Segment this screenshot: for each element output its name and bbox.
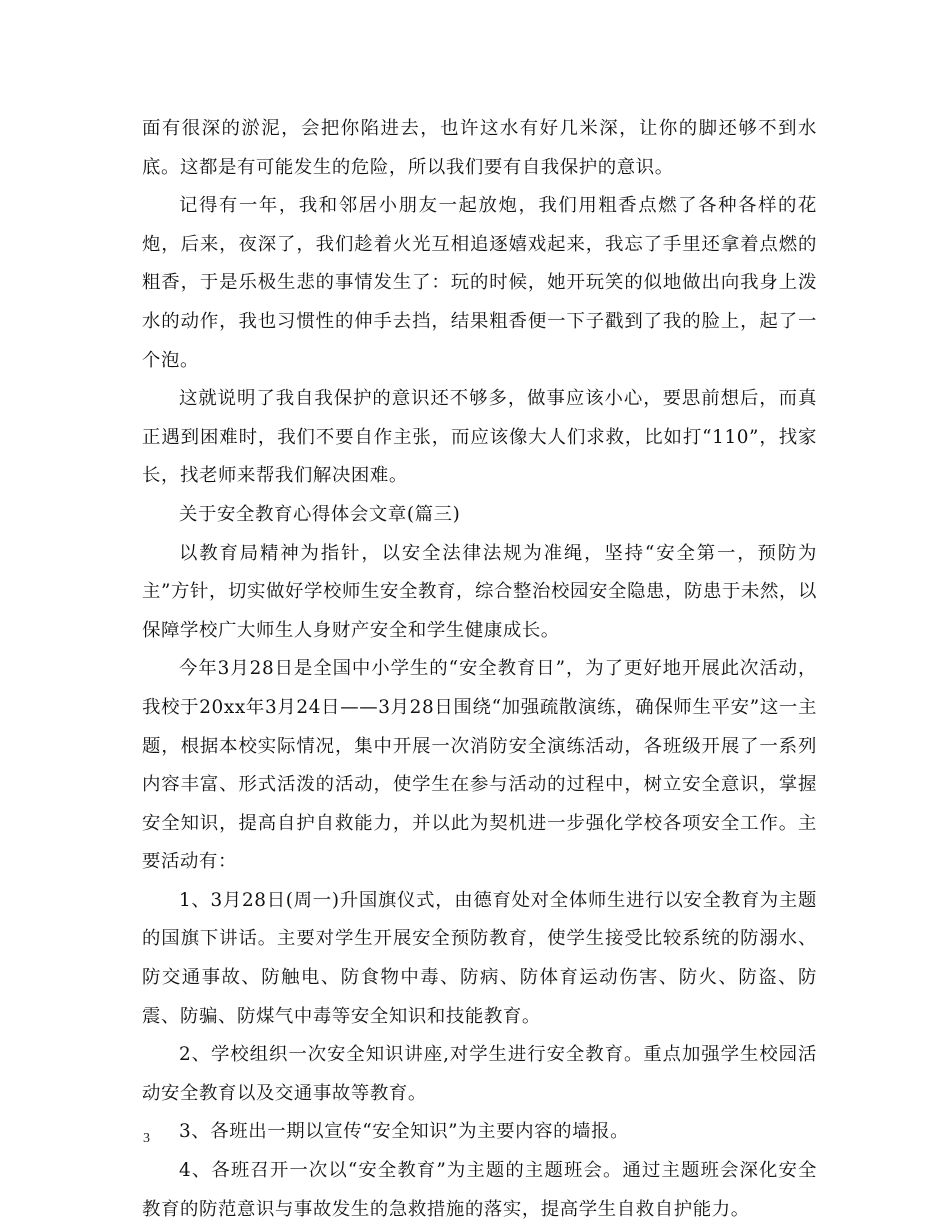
list-item-activity-4: 4、各班召开一次以“安全教育”为主题的主题班会。通过主题班会深化安全教育的防范意识与事故发生的急救措施的落实，提高学生自救自护能力。: [142, 1160, 817, 1220]
list-item-activity-1: 1、3月28日(周一)升国旗仪式，由德育处对全体师生进行以安全教育为主题的国旗下讲话。主要对学生开展安全预防教育，使学生接受比较系统的防溺水、防交通事故、防触电、防食物中毒、防病、防体育运动伤害、防火、防盗、防震、防骗、防煤气中毒等安全知识和技能教育。: [142, 889, 817, 1027]
paragraph-guiding-principle: 以教育局精神为指针，以安全法律法规为准绳，坚持“安全第一，预防为主”方针，切实做好学校师生安全教育，综合整治校园安全隐患，防患于未然，以保障学校广大师生人身财产安全和学生健康成长。: [142, 542, 817, 641]
paragraph-continuation: 面有很深的淤泥，会把你陷进去，也许这水有好几米深，让你的脚还够不到水底。这都是有可能发生的危险，所以我们要有自我保护的意识。: [142, 118, 817, 178]
paragraph-self-protection: 这就说明了我自我保护的意识还不够多，做事应该小心，要思前想后，而真正遇到困难时，我们不要自作主张，而应该像大人们求救，比如打“110”，找家长，找老师来帮我们解决困难。: [142, 388, 817, 487]
list-item-activity-2: 2、学校组织一次安全知识讲座,对学生进行安全教育。重点加强学生校园活动安全教育以及交通事故等教育。: [142, 1044, 817, 1104]
paragraph-firecracker-story: 记得有一年，我和邻居小朋友一起放炮，我们用粗香点燃了各种各样的花炮，后来，夜深了，我们趁着火光互相追逐嬉戏起来，我忘了手里还拿着点燃的粗香，于是乐极生悲的事情发生了：玩的时候，她开玩笑的似地做出向我身上泼水的动作，我也习惯性的伸手去挡，结果粗香便一下子戳到了我的脸上，起了一个泡。: [142, 195, 817, 371]
list-item-activity-3: 3、各班出一期以宣传“安全知识”为主要内容的墙报。: [179, 1121, 630, 1143]
page-number: 3: [143, 1131, 150, 1146]
paragraph-safety-day: 今年3月28日是全国中小学生的“安全教育日”，为了更好地开展此次活动，我校于20xx年3月24日——3月28日围绕“加强疏散演练，确保师生平安”这一主题，根据本校实际情况，集中开展一次消防安全演练活动，各班级开展了一系列内容丰富、形式活泼的活动，使学生在参与活动的过程中，树立安全意识，掌握安全知识，提高自护自救能力，并以此为契机进一步强化学校各项安全工作。主要活动有：: [142, 658, 817, 873]
document-body: [142, 110, 817, 1229]
section-heading: 关于安全教育心得体会文章(篇三): [179, 503, 461, 525]
